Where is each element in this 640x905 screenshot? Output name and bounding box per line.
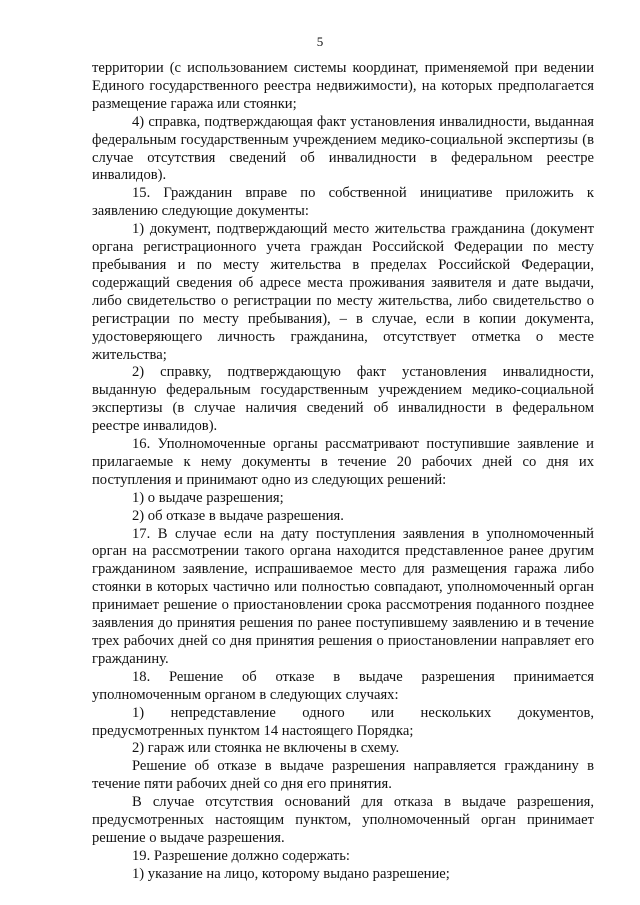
paragraph: 17. В случае если на дату поступления заявления в уполномоченный орган на рассмотрении такого органа находится представленное ранее другим гражданином заявление, испрашиваемое место для размещения гаража либо стоянки в которых частично или полностью совпадают, уполномоченный орган принимает решение о приостановлении срока рассмотрения поданного позднее заявления до принятия решения по ранее поступившему заявлению и в течение трех рабочих дней со дня принятия решения о приостановлении направляет его гражданину. bbox=[92, 525, 594, 667]
paragraph: Решение об отказе в выдаче разрешения направляется гражданину в течение пяти рабочих дней со дня его принятия. bbox=[92, 758, 594, 793]
paragraph: В случае отсутствия оснований для отказа в выдаче разрешения, предусмотренных настоящим пунктом, уполномоченный орган принимает решение о выдаче разрешения. bbox=[92, 794, 594, 846]
paragraph: 1) непредставление одного или нескольких документов, предусмотренных пунктом 14 настоящего Порядка; bbox=[92, 704, 594, 739]
paragraph: 2) гараж или стоянка не включены в схему. bbox=[132, 740, 400, 757]
paragraph: 2) об отказе в выдаче разрешения. bbox=[132, 507, 344, 524]
paragraph: 1) о выдаче разрешения; bbox=[132, 489, 284, 506]
paragraph: 19. Разрешение должно содержать: bbox=[132, 847, 350, 864]
paragraph: 4) справка, подтверждающая факт установления инвалидности, выданная федеральным государственным учреждением медико-социальной экспертизы (в случае отсутствия сведений об инвалидности в федеральном реестре инвалидов). bbox=[92, 113, 594, 184]
paragraph: 1) документ, подтверждающий место жительства гражданина (документ органа регистрационного учета граждан Российской Федерации по месту пребывания и по месту жительства в пределах Российской Федерации, содержащий сведения об адресе места проживания заявителя и дате выдачи, либо свидетельство о регистрации по месту жительства, либо свидетельство о регистрации по месту пребывания), – в случае, если в копии документа, удостоверяющего личность гражданина, отсутствует отметка о месте жительства; bbox=[92, 221, 594, 363]
document-body bbox=[92, 60, 594, 884]
paragraph: 16. Уполномоченные органы рассматривают поступившие заявление и прилагаемые к нему документы в течение 20 рабочих дней со дня их поступления и принимают одно из следующих решений: bbox=[92, 436, 594, 488]
paragraph: 1) указание на лицо, которому выдано разрешение; bbox=[132, 865, 450, 882]
paragraph: 18. Решение об отказе в выдаче разрешения принимается уполномоченным органом в следующих случаях: bbox=[92, 668, 594, 703]
paragraph: территории (с использованием системы координат, применяемой при ведении Единого государственного реестра недвижимости), на которых предполагается размещение гаража или стоянки; bbox=[92, 60, 594, 112]
paragraph: 2) справку, подтверждающую факт установления инвалидности, выданную федеральным государственным учреждением медико-социальной экспертизы (в случае наличия сведений об инвалидности в федеральном реестре инвалидов). bbox=[92, 364, 594, 435]
paragraph: 15. Гражданин вправе по собственной инициативе приложить к заявлению следующие документы: bbox=[92, 185, 594, 220]
page-number: 5 bbox=[316, 34, 324, 49]
